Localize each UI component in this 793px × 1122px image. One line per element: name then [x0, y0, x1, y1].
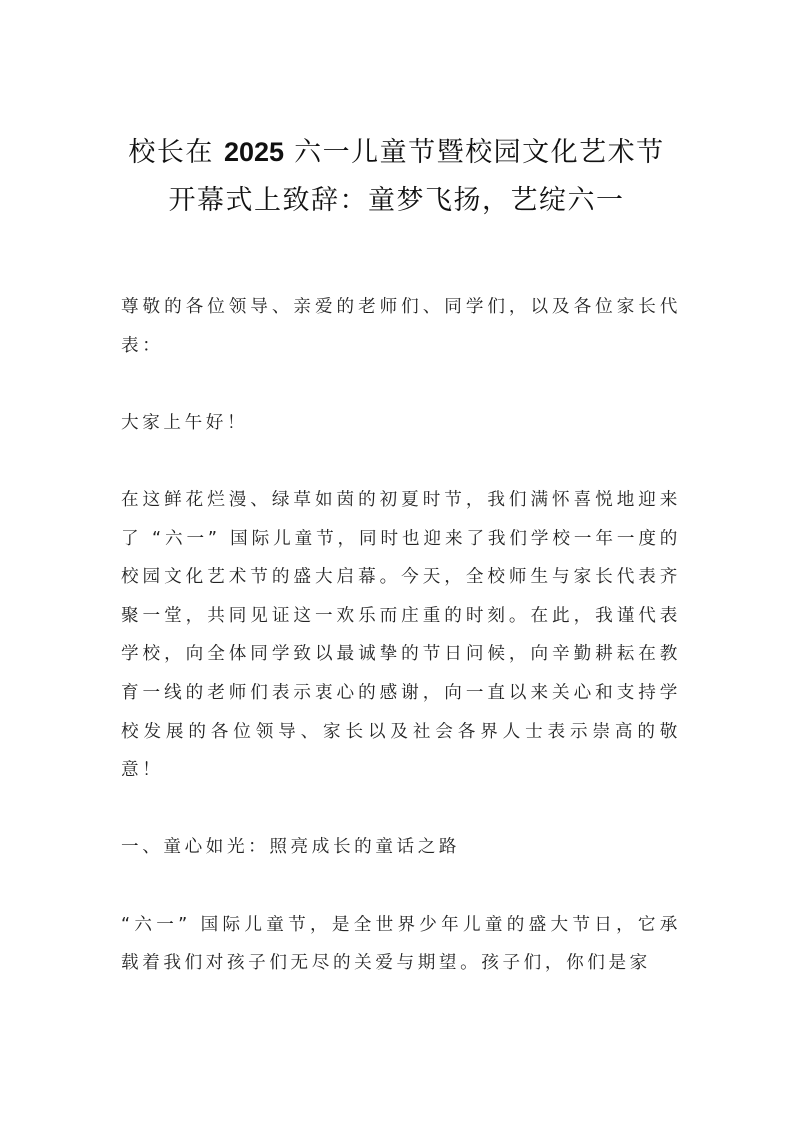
greeting-paragraph: 大家上午好！ [121, 412, 249, 433]
title-suffix: 六一儿童节暨校园文化艺术节 [294, 137, 665, 168]
section-heading-1: 一、童心如光：照亮成长的童话之路 [121, 837, 461, 858]
section-1-paragraph: “六一” 国际儿童节，是全世界少年儿童的盛大节日，它承载着我们对孩子们无尽的关爱与期望。孩子们，你们是家 [121, 914, 681, 974]
salutation-paragraph: 尊敬的各位领导、亲爱的老师们、同学们，以及各位家长代表： [121, 297, 681, 356]
opening-paragraph: 在这鲜花烂漫、绿草如茵的初夏时节，我们满怀喜悦地迎来了 “六一” 国际儿童节，同时也迎来了我们学校一年一度的校园文化艺术节的盛大启幕。今天，全校师生与家长代表齐聚一堂，共同见证这一欢乐而庄重的时刻。在此，我谨代表学校，向全体同学致以最诚挚的节日问候，向辛勤耕耘在教育一线的老师们表示衷心的感谢，向一直以来关心和支持学校发展的各位领导、家长以及社会各界人士表示崇高的敬意！ [121, 489, 681, 781]
document-body [121, 288, 681, 983]
title-prefix: 校长在 [128, 137, 214, 168]
document-title [0, 128, 793, 225]
title-line-2: 开幕式上致辞：童梦飞扬，艺绽六一 [168, 185, 625, 216]
title-line-1 [0, 128, 793, 177]
title-year: 2025 [223, 137, 285, 167]
